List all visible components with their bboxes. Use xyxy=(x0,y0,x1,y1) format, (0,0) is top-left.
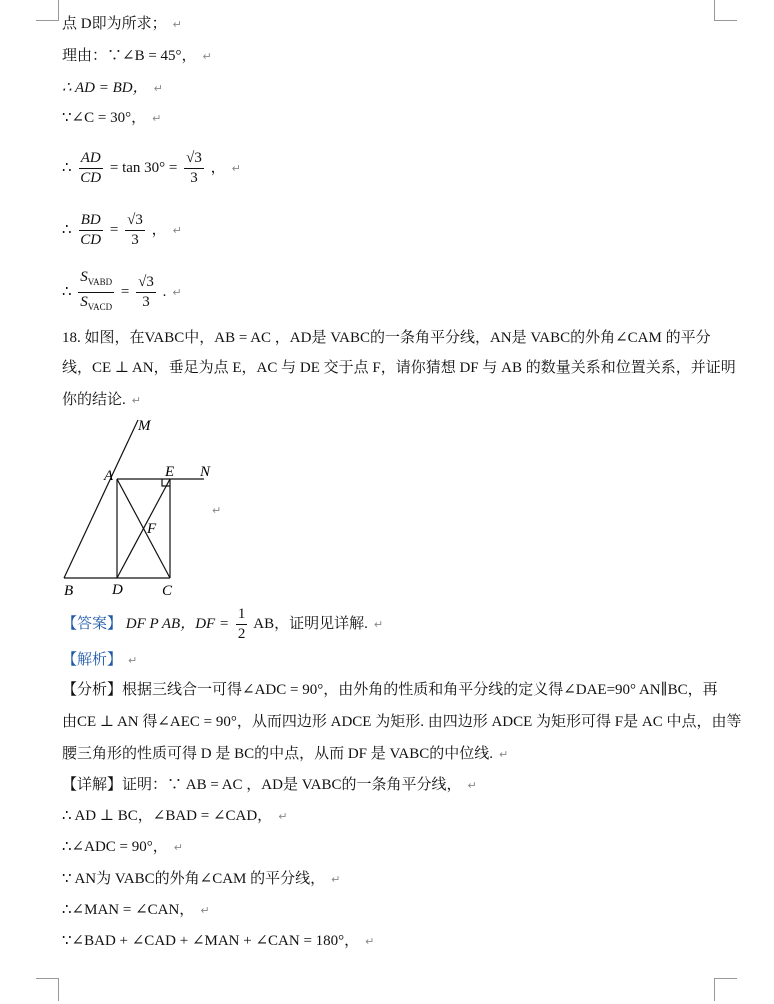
label-b: B xyxy=(64,583,74,599)
fraction-sqrt3-3: $\frac{√3}{3}$ xyxy=(127,212,143,249)
problem-line-3: 你的结论. ↵ xyxy=(62,392,141,408)
fraction-line-tan: ∴ $\frac{AD}{CD}$ = tan 30° = $\frac{√3}{3}$ ， ↵ xyxy=(62,150,241,187)
problem-line-1: 18. 如图，在VABC中，AB = AC ，AD是 VABC的一条角平分线，AN是 VABC的外角∠CAM 的平分 xyxy=(62,330,711,346)
corner-mark-bottom-right xyxy=(714,978,737,1001)
corner-mark-bottom-left xyxy=(36,978,59,1001)
label-d: D xyxy=(112,582,123,598)
fraction-sqrt3-3: $\frac{√3}{3}$ xyxy=(186,150,202,187)
geometry-figure xyxy=(58,412,228,602)
fraction-line-area-ratio: ∴ $\frac{S_{VABD}}{S_{VACD}}$ = $\frac{√3}{3}$ . ↵ xyxy=(62,268,182,317)
detail-line-5: ∴∠MAN = ∠CAN， ↵ xyxy=(62,902,210,918)
label-c: C xyxy=(162,583,173,599)
fraction-bd-cd: $\frac{BD}{CD}$ xyxy=(80,212,102,249)
fraction-one-half: $\frac{1}{2}$ xyxy=(237,606,246,643)
corner-mark-top-left xyxy=(36,0,59,21)
solution-line-1: 点 D即为所求； ↵ xyxy=(62,16,182,32)
solution-line-4: ∵∠C = 30°， ↵ xyxy=(62,110,162,126)
corner-mark-top-right xyxy=(714,0,737,21)
figure-paragraph-mark: ↵ xyxy=(212,504,222,517)
analysis-tag-line: 【解析】 ↵ xyxy=(62,652,138,668)
problem-line-2: 线，CE ⊥ AN，垂足为点 E，AC 与 DE 交于点 F，请你猜想 DF 与 AB 的数量关系和位置关系，并证明 xyxy=(62,360,736,376)
solution-line-3: ∴ AD = BD， ↵ xyxy=(62,80,163,96)
fraction-sqrt3-3: $\frac{√3}{3}$ xyxy=(138,274,154,310)
line-bm xyxy=(64,420,138,578)
label-m: M xyxy=(138,418,151,434)
analysis-line-3: 腰三角形的性质可得 D 是 BC的中点，从而 DF 是 VABC的中位线. ↵ xyxy=(62,746,509,762)
solution-line-2: 理由：∵∠B = 45°， ↵ xyxy=(62,48,212,64)
label-a: A xyxy=(104,468,114,484)
label-n: N xyxy=(200,464,211,480)
answer-line: 【答案】 DF P AB，DF = $\frac{1}{2}$ AB，证明见详解. ↵ xyxy=(62,606,384,643)
detail-line-1: 【详解】证明：∵ AB = AC ，AD是 VABC的一条角平分线， ↵ xyxy=(62,777,477,793)
answer-tag: 【答案】 xyxy=(62,616,123,632)
fraction-line-bd-cd: ∴ $\frac{BD}{CD}$ = $\frac{√3}{3}$ ， ↵ xyxy=(62,212,182,249)
detail-line-3: ∴∠ADC = 90°， ↵ xyxy=(62,839,183,855)
analysis-line-1: 【分析】根据三线合一可得∠ADC = 90°，由外角的性质和角平分线的定义得∠DAE=90° AN∥BC，再 xyxy=(62,682,718,698)
detail-line-4: ∵ AN为 VABC的外角∠CAM 的平分线， ↵ xyxy=(62,871,341,887)
label-f: F xyxy=(147,521,157,537)
label-e: E xyxy=(165,464,175,480)
analysis-line-2: 由CE ⊥ AN 得∠AEC = 90°，从而四边形 ADCE 为矩形. 由四边形 ADCE 为矩形可得 F是 AC 中点，由等 xyxy=(62,714,742,730)
fraction-ad-cd: $\frac{AD}{CD}$ xyxy=(80,150,102,187)
fraction-area-ratio: $\frac{S_{VABD}}{S_{VACD}}$ xyxy=(80,269,113,312)
detail-line-2: ∴ AD ⊥ BC，∠BAD = ∠CAD， ↵ xyxy=(62,808,288,824)
detail-line-6: ∵∠BAD + ∠CAD + ∠MAN + ∠CAN = 180°， ↵ xyxy=(62,933,375,949)
